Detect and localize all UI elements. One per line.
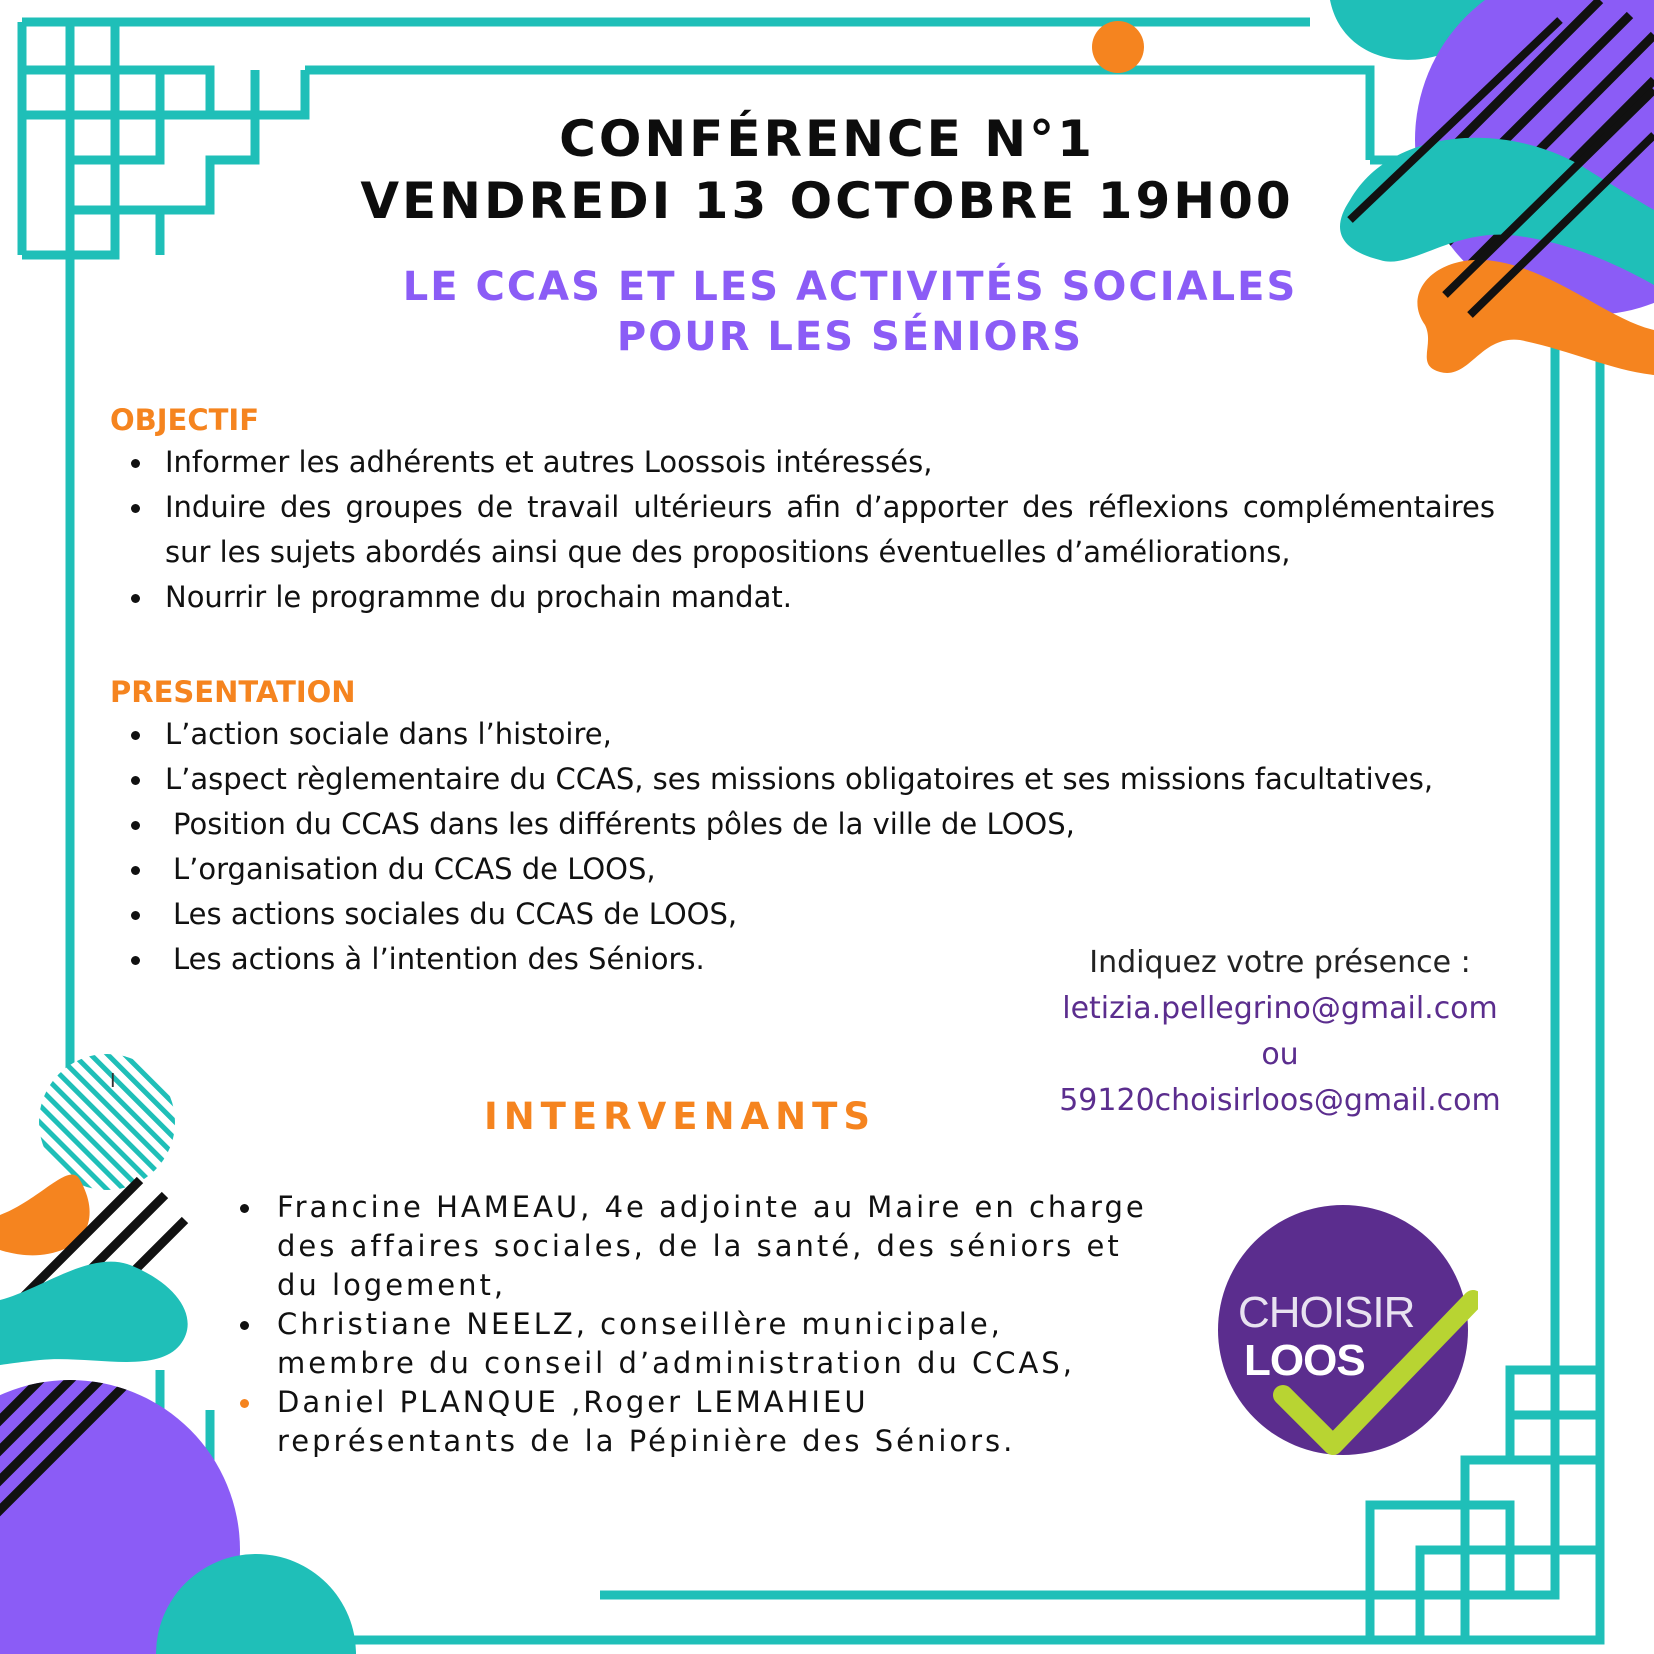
list-item bbox=[110, 802, 1165, 847]
list-item bbox=[110, 892, 965, 937]
list-item-text: Les actions à l’intention des Séniors. bbox=[173, 942, 705, 976]
logo-line-1: CHOISIR bbox=[1238, 1288, 1415, 1337]
list-item: Daniel PLANQUE ,Roger LEMAHIEU représentants de la Pépinière des Séniors. bbox=[233, 1383, 1027, 1461]
list-item: Francine HAMEAU, 4e adjointe au Maire en charge des affaires sociales, de la santé, des séniors et du logement, bbox=[233, 1188, 1153, 1305]
choisir-loos-logo bbox=[1218, 1205, 1478, 1465]
event-title bbox=[0, 108, 1654, 232]
email-link-1[interactable]: letizia.pellegrino@gmail.com bbox=[1062, 991, 1498, 1026]
list-item bbox=[110, 937, 965, 982]
list-item-text: Position du CCAS dans les différents pôles de la ville de LOOS, bbox=[173, 807, 1075, 841]
or-text: ou bbox=[1261, 1037, 1299, 1072]
list-item: Christiane NEELZ, conseillère municipale, membre du conseil d’administration du CCAS, bbox=[233, 1305, 1153, 1383]
event-subtitle bbox=[0, 262, 1654, 362]
objectif-heading: OBJECTIF bbox=[110, 403, 260, 437]
list-item-text: L’organisation du CCAS de LOOS, bbox=[173, 852, 656, 886]
intervenants-heading: INTERVENANTS bbox=[483, 1095, 877, 1138]
presentation-heading: PRESENTATION bbox=[110, 675, 356, 709]
subtitle-line-2: POUR LES SÉNIORS bbox=[616, 314, 1084, 360]
stray-mark: I bbox=[110, 1070, 116, 1092]
list-item: L’action sociale dans l’histoire, bbox=[110, 712, 1495, 757]
list-item: L’aspect règlementaire du CCAS, ses missions obligatoires et ses missions facultatives, bbox=[110, 757, 1495, 802]
logo-line-2: LOOS bbox=[1244, 1336, 1365, 1385]
subtitle-line-1: LE CCAS ET LES ACTIVITÉS SOCIALES bbox=[402, 264, 1298, 310]
list-item-text: Les actions sociales du CCAS de LOOS, bbox=[173, 897, 738, 931]
list-item bbox=[110, 847, 965, 892]
list-item: Informer les adhérents et autres Loossois intéressés, bbox=[110, 440, 1495, 485]
presence-block bbox=[990, 940, 1570, 1124]
presence-prompt: Indiquez votre présence : bbox=[1089, 945, 1471, 980]
title-line-1: CONFÉRENCE N°1 bbox=[559, 110, 1095, 168]
intervenants-list bbox=[233, 1188, 1153, 1461]
objectif-list bbox=[110, 440, 1495, 620]
title-line-2: VENDREDI 13 OCTOBRE 19H00 bbox=[360, 172, 1294, 230]
email-link-2[interactable]: 59120choisirloos@gmail.com bbox=[1059, 1083, 1501, 1118]
list-item: Nourrir le programme du prochain mandat. bbox=[110, 575, 1495, 620]
list-item: Induire des groupes de travail ultérieurs afin d’apporter des réflexions complémentaires sur les sujets abordés ainsi que des propositions éventuelles d’améliorations, bbox=[110, 485, 1495, 575]
